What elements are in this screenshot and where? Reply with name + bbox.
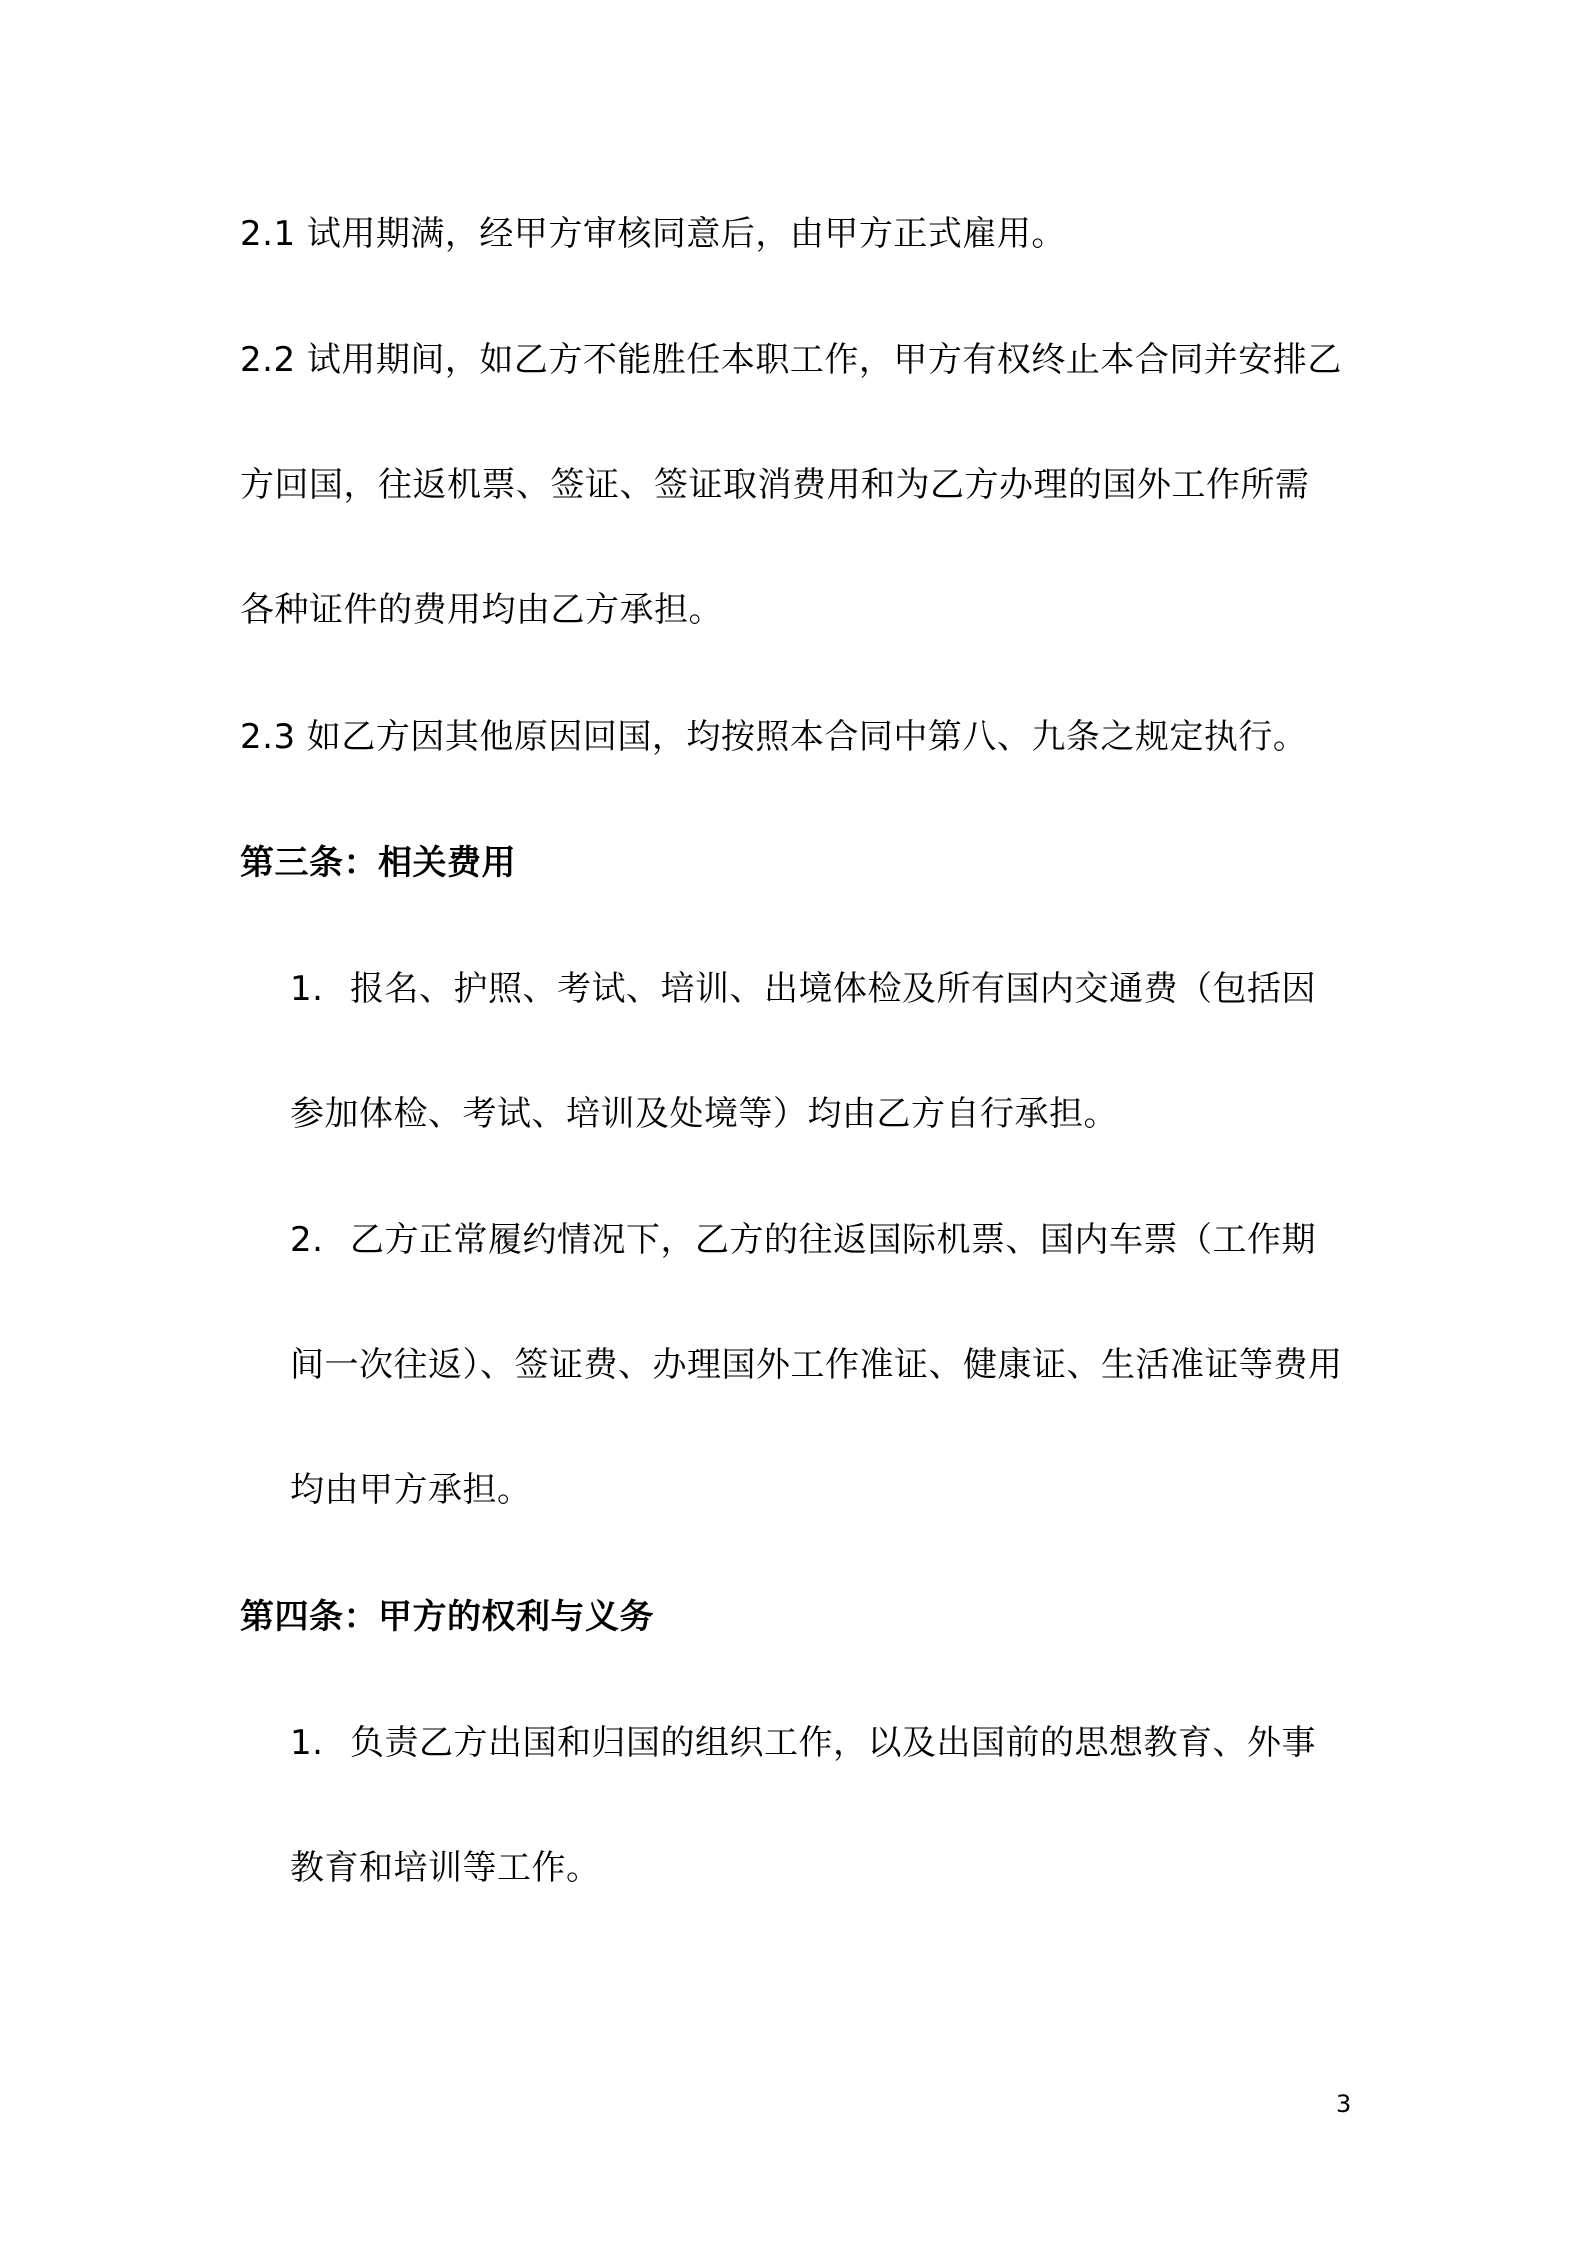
page-number: 3: [1336, 2090, 1352, 2118]
article-4-item-1-line-1: 负责乙方出国和归国的组织工作，以及出国前的思想教育、外事: [350, 1723, 1316, 1763]
clause-2-2-line-1: 2.2 试用期间，如乙方不能胜任本职工作，甲方有权终止本合同并安排乙: [240, 340, 1342, 380]
article-4-item-1-line-2: 教育和培训等工作。: [290, 1848, 601, 1888]
clause-2-1: 2.1 试用期满，经甲方审核同意后，由甲方正式雇用。: [240, 214, 1066, 254]
clause-2-2-line-2: 方回国，往返机票、签证、签证取消费用和为乙方办理的国外工作所需: [240, 465, 1310, 505]
article-3-heading: 第三条：相关费用: [240, 843, 516, 883]
article-3-item-1-number: 1.: [290, 969, 324, 1009]
article-3-item-2-line-2: 间一次往返）、签证费、办理国外工作准证、健康证、生活准证等费用: [290, 1345, 1343, 1385]
article-3-item-2-number: 2.: [290, 1220, 324, 1260]
clause-2-3: 2.3 如乙方因其他原因回国，均按照本合同中第八、九条之规定执行。: [240, 717, 1308, 757]
clause-2-2-line-3: 各种证件的费用均由乙方承担。: [240, 590, 723, 630]
article-3-item-2-line-3: 均由甲方承担。: [290, 1470, 532, 1510]
article-3-item-1-line-1: 报名、护照、考试、培训、出境体检及所有国内交通费（包括因: [350, 969, 1316, 1009]
article-4-heading: 第四条：甲方的权利与义务: [240, 1597, 654, 1637]
article-4-item-1-number: 1.: [290, 1723, 324, 1763]
article-3-item-1-line-2: 参加体检、考试、培训及处境等）均由乙方自行承担。: [290, 1094, 1118, 1134]
article-3-item-2-line-1: 乙方正常履约情况下，乙方的往返国际机票、国内车票（工作期: [350, 1220, 1316, 1260]
